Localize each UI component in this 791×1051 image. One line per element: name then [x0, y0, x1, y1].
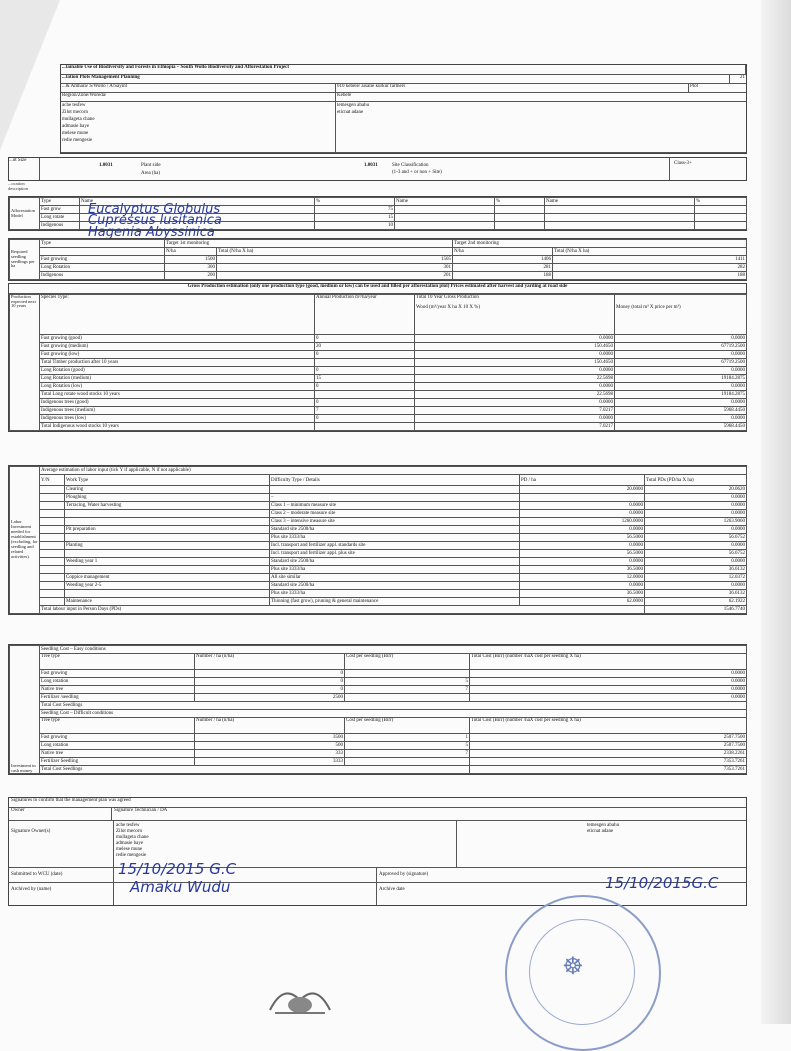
type-label: Type	[40, 240, 165, 248]
cost-head: Total Cost (Birr) (number /haX cost per seedling X ha)	[470, 718, 747, 734]
easy-type: Long rotation	[40, 678, 195, 686]
prod-money: 5968.4450	[615, 423, 747, 431]
labor-work: Pit preparation	[65, 526, 270, 534]
diff-type: Long rotation	[40, 742, 195, 750]
cost-head: Tree type	[40, 718, 195, 734]
labor-work: Weeding year 2-5	[65, 582, 270, 590]
site-value: 1.0031	[364, 163, 378, 168]
diff-n: 333	[195, 750, 345, 758]
labor-tot: 0.0000	[645, 526, 747, 534]
labor-side-label: Labor Investment needed for establishment (excluding, for seedling and related activities)	[10, 467, 40, 614]
easy-type: Native tree	[40, 686, 195, 694]
total-nha-label: Total (N/ha X ha)	[217, 248, 453, 256]
annual-prod-label: Annual Production m³/ha/year	[315, 295, 415, 335]
prod-row-label: Fast growing (good)	[40, 335, 315, 343]
prod-row-label: Total Timber production after 10 years	[40, 359, 315, 367]
prod-ap: 0	[315, 351, 415, 359]
labor-det: Class 2 – moderate measure site	[270, 510, 520, 518]
aff-model-label: Afforestation Model	[10, 198, 40, 230]
aff-pct: 10	[315, 222, 395, 230]
aff-pct: 15	[315, 214, 395, 222]
labor-tot: 36.6132	[645, 566, 747, 574]
owner-name: melese mune	[116, 847, 143, 852]
labor-work: Coppice management	[65, 574, 270, 582]
labor-tot: 0.0000	[645, 510, 747, 518]
owner-name: ache tesfew	[116, 823, 140, 828]
col-header: Name	[395, 198, 495, 206]
prod-wood: 0.0000	[415, 383, 615, 391]
owner-name: ache tesfew	[62, 103, 86, 108]
investment-label: Investment in cash money	[10, 646, 40, 774]
prod-money: 0.0000	[615, 351, 747, 359]
labor-det: Class 3 – intensive measure site	[270, 518, 520, 526]
total-nha-label: Total (N/ha X ha)	[553, 248, 747, 256]
prod-row-label: Total Indigenous wood stocks 10 years	[40, 423, 315, 431]
diff-tot: 2338.2261	[470, 750, 747, 758]
col-header: %	[315, 198, 395, 206]
aff-type: Fast grow	[40, 206, 80, 214]
plot-size-label: ...ot Size	[9, 158, 40, 180]
labor-det: Thinning (fast grow), pruning & general maintenance	[270, 598, 520, 606]
seed-n1: 1500	[165, 256, 217, 264]
diff-c: 7	[345, 750, 470, 758]
prod-money: 0.0000	[615, 367, 747, 375]
labor-pd: 62.0000	[520, 598, 645, 606]
prod-money: 0.0000	[615, 415, 747, 423]
diff-n: 3500	[195, 734, 345, 742]
labor-work: Ploughing	[65, 494, 270, 502]
labor-work: Maintenance	[65, 598, 270, 606]
site-class-label: Site Classification	[392, 163, 429, 168]
labor-pd	[520, 494, 645, 502]
diff-c: 1	[345, 734, 470, 742]
labor-tot: 0.0000	[645, 558, 747, 566]
owner-name: redie mengesie	[116, 853, 147, 858]
seed-type: Fast growing	[40, 256, 165, 264]
aff-type: Long rotate	[40, 214, 80, 222]
labor-work	[65, 510, 270, 518]
cost-head: Number / ha (n/ha)	[195, 718, 345, 734]
diff-tot: 2507.7500	[470, 734, 747, 742]
labor-total-label: Total labour input in Person Days (PDs)	[40, 606, 645, 614]
prod-row-label: Long Rotation (low)	[40, 383, 315, 391]
labor-det: Standard site 2500/ha	[270, 526, 520, 534]
labor-tot: 62.1922	[645, 598, 747, 606]
prod-money: 67719.2500	[615, 359, 747, 367]
diff-n: 3333	[195, 758, 345, 766]
col-header: Type	[40, 198, 80, 206]
sig-note: Signatures to confirm that the management plan was agreed	[9, 798, 746, 808]
owner-name: Zilot mecorn	[62, 110, 88, 115]
labor-work: Terracing, Water harvesting	[65, 502, 270, 510]
aff-pct: 75	[315, 206, 395, 214]
total10-label: Total 10 Year Gross Production	[416, 295, 479, 300]
class-label: Class-3+	[674, 161, 692, 166]
money-sub: (total m³ X price per m³)	[631, 305, 681, 310]
labor-head: Y/N	[40, 475, 65, 486]
labor-det: Plus site 3333/ha	[270, 534, 520, 542]
labor-pd: 0.0000	[520, 502, 645, 510]
labor-head: Work Type	[65, 475, 270, 486]
plot-label: Plot	[690, 84, 699, 89]
money-label: Money	[616, 305, 631, 310]
owner-name: mullageta chane	[116, 835, 149, 840]
handwritten-date-1: 15/10/2015 G.C	[118, 860, 237, 878]
labor-pd: 0.0000	[520, 542, 645, 550]
labor-det: All site similar	[270, 574, 520, 582]
seed-t1: 301	[217, 264, 453, 272]
header-block	[60, 64, 747, 154]
labor-head: Difficulty Type / Details	[270, 475, 520, 486]
prod-row-label: Fast growing (medium)	[40, 343, 315, 351]
easy-c	[345, 694, 470, 702]
col-header: Name	[545, 198, 695, 206]
labor-work	[65, 566, 270, 574]
seed-n2: 281	[453, 264, 553, 272]
labor-pd: 0.0000	[520, 510, 645, 518]
prod-money: 19184.2875	[615, 391, 747, 399]
labor-pd: 1260.0000	[520, 518, 645, 526]
easy-type: Fast growing	[40, 670, 195, 678]
seed-n1: 200	[165, 272, 217, 280]
prod-ap	[315, 359, 415, 367]
plant-site-label: Plant side	[141, 163, 161, 168]
prod-wood: 22.5698	[415, 375, 615, 383]
seed-t2: 1411	[553, 256, 747, 264]
labor-work: Planting	[65, 542, 270, 550]
seed-n2: 188	[453, 272, 553, 280]
owner-name: admasie baye	[116, 841, 144, 846]
seed-easy-title: Seedling Cost – Easy conditions	[40, 646, 747, 654]
kebele-label: Kebele	[337, 93, 352, 98]
labor-work	[65, 550, 270, 558]
easy-n: 0	[195, 686, 345, 694]
prod-row-label: Total Long rotate wood stocks 10 years	[40, 391, 315, 399]
easy-n: 0	[195, 678, 345, 686]
labor-det: Plus site 3333/ha	[270, 566, 520, 574]
seed-t2: 188	[553, 272, 747, 280]
diff-tot: 7353.7261	[470, 758, 747, 766]
seed-n1: 300	[165, 264, 217, 272]
prod-wood: 7.0217	[415, 407, 615, 415]
labor-det: Incl. transport and fertilizer appl. plus site	[270, 550, 520, 558]
sig-owners-right	[457, 821, 621, 867]
submitted-label: Submitted to WCU (date)	[9, 868, 114, 882]
easy-total-label: Total Cost Seedlings	[40, 702, 747, 710]
diff-c	[345, 758, 470, 766]
labor-work: Weeding year 1	[65, 558, 270, 566]
prod-wood: 0.0000	[415, 351, 615, 359]
easy-tot: 0.0000	[470, 670, 747, 678]
labor-work	[65, 534, 270, 542]
labor-note: Average estimation of labor input (tick Y if applicable, N if not applicable)	[40, 467, 747, 475]
labor-pd: 12.0000	[520, 574, 645, 582]
gross-note: Gross Production estimation (only one production type (good, medium or low) can be used and filled per afforestation plot) Prices estimated after harvest and yarding at road side	[9, 284, 746, 294]
seed-type: Indigenous	[40, 272, 165, 280]
sig-tech-label: Signature Technician / DA	[114, 808, 168, 813]
stamp-emblem-icon: ☸	[562, 954, 584, 980]
handwritten-date-2: 15/10/2015G.C	[605, 874, 719, 892]
seed-t1: 201	[217, 272, 453, 280]
labor-tot: 0.0000	[645, 542, 747, 550]
prod-row-label: Long Rotation (good)	[40, 367, 315, 375]
prod-ap	[315, 391, 415, 399]
prod-label: Production expected next 10 years	[10, 295, 40, 431]
diff-total-label: Total Cost Seedlings	[40, 766, 470, 774]
diff-total: 7353.7261	[470, 766, 747, 774]
region-line-2: Region/Zone/Woreda/	[61, 93, 336, 101]
prod-ap	[315, 423, 415, 431]
diff-type: Fast growing	[40, 734, 195, 742]
labor-total: 1546.7740	[645, 606, 747, 614]
handwritten-species-1: Eucalyptus Globulus	[88, 202, 221, 217]
easy-type: Fertilizer /seedling	[40, 694, 195, 702]
plant-site-value: 1.0031	[99, 163, 113, 168]
site-class-sub: (1-3 and + or non + Site)	[392, 170, 442, 175]
prod-money: 5968.4450	[615, 407, 747, 415]
prod-row-label: Indigenous trees (good)	[40, 399, 315, 407]
labor-tot: 0.0000	[645, 582, 747, 590]
prod-ap: 7	[315, 407, 415, 415]
nha-label: N/ha	[165, 248, 217, 256]
prod-wood: 150.4650	[415, 359, 615, 367]
prod-ap: 0	[315, 367, 415, 375]
labor-pd: 20.0000	[520, 486, 645, 494]
seed-diff-title: Seedling Cost – Difficult conditions	[40, 710, 747, 718]
wood-sub: (m³/year X ha X 10 X %)	[429, 305, 481, 310]
prod-money: 0.0000	[615, 335, 747, 343]
col-header: %	[495, 198, 545, 206]
easy-tot: 0.0000	[470, 678, 747, 686]
archive-date-label: Archive date	[379, 887, 405, 892]
prod-row-label: Indigenous trees (low)	[40, 415, 315, 423]
prod-ap: 0	[315, 335, 415, 343]
owner-name: redie mengesie	[62, 138, 93, 143]
handwritten-name: Amaku Wudu	[130, 878, 231, 896]
owners-right	[336, 102, 738, 152]
location-description-label: ...ocation description	[8, 181, 28, 191]
prod-money: 0.0000	[615, 399, 747, 407]
prod-money: 19184.2875	[615, 375, 747, 383]
archived-label: Archived by (name)	[9, 883, 114, 905]
labor-tot: 12.0372	[645, 574, 747, 582]
labor-pd: 36.5000	[520, 590, 645, 598]
prod-wood: 7.0217	[415, 423, 615, 431]
labor-tot: 0.0000	[645, 494, 747, 502]
easy-n: 2500	[195, 694, 345, 702]
owner-name: admasie baye	[62, 124, 90, 129]
labor-tot: 1263.9060	[645, 518, 747, 526]
easy-c: 7	[345, 686, 470, 694]
labor-det: Incl. transport and fertilizer appl. standards site	[270, 542, 520, 550]
prod-row-label: Long Rotation (medium)	[40, 375, 315, 383]
area-label: Area (ha)	[141, 171, 161, 176]
prod-ap: 0	[315, 399, 415, 407]
required-seedlings-section	[8, 238, 747, 281]
emblem-logo-icon	[265, 985, 335, 1015]
plan-title: ...tation Plots Management Planning	[61, 75, 730, 83]
labor-head: PD / ha	[520, 475, 645, 486]
seed-t2: 282	[553, 264, 747, 272]
page-edge-shadow	[761, 0, 791, 1024]
req-label: Required seedling seedlings per ha	[10, 240, 40, 280]
diff-type: Fertilizer Seedling	[40, 758, 195, 766]
labor-work	[65, 590, 270, 598]
cost-head: Number / ha (n/ha)	[195, 654, 345, 670]
prod-wood: 0.0000	[415, 415, 615, 423]
wood-label: Wood	[416, 305, 428, 310]
labor-pd: 56.5000	[520, 534, 645, 542]
seedlings-table	[9, 239, 747, 280]
seed-type: Long Rotation	[40, 264, 165, 272]
labor-work: Clearing	[65, 486, 270, 494]
labor-pd: 36.5000	[520, 566, 645, 574]
labor-tot: 56.6752	[645, 534, 747, 542]
prod-row-label: Fast growing (low)	[40, 351, 315, 359]
official-stamp	[505, 895, 661, 1051]
plot-number: 21	[740, 75, 745, 80]
labor-head: Total PDs (PD/ha X ha)	[645, 475, 747, 486]
prod-wood: 22.5698	[415, 391, 615, 399]
prod-money: 0.0000	[615, 383, 747, 391]
sig-owners-label: Signature Owner(s)	[9, 821, 114, 867]
labor-table	[9, 466, 747, 614]
labor-pd: 0.0000	[520, 526, 645, 534]
handwritten-species-3: Hagenia Abyssinica	[88, 225, 215, 240]
labor-det: –	[270, 494, 520, 502]
aff-type: Indigenous	[40, 222, 80, 230]
folded-corner	[0, 0, 60, 150]
easy-tot: 0.0000	[470, 686, 747, 694]
cost-head: Cost per seedling (Birr)	[345, 718, 470, 734]
owner-name: eticnat adane	[337, 110, 364, 115]
labor-pd: 0.0000	[520, 582, 645, 590]
owner-name: temesgen abahu	[587, 823, 620, 828]
labor-det: Plus site 3333/ha	[270, 590, 520, 598]
diff-n: 500	[195, 742, 345, 750]
prod-wood: 150.4650	[415, 343, 615, 351]
labor-tot: 56.6752	[645, 550, 747, 558]
prod-wood: 0.0000	[415, 335, 615, 343]
owner-name: melese mune	[62, 131, 89, 136]
labor-work	[65, 518, 270, 526]
seedling-cost-table	[9, 645, 747, 774]
easy-tot: 0.0000	[470, 694, 747, 702]
labor-pd: 56.5000	[520, 550, 645, 558]
project-title: ...tainable Use of Biodiversity and Forests in Ethiopia – South Wollo Biodiversity and Afforestation Project	[61, 65, 746, 74]
production-section	[8, 283, 747, 432]
easy-n: 0	[195, 670, 345, 678]
cost-head: Tree type	[40, 654, 195, 670]
owner-name: Zilot mecorn	[116, 829, 142, 834]
labor-tot: 36.6132	[645, 590, 747, 598]
prod-ap: 0	[315, 415, 415, 423]
nha-label: N/ha	[453, 248, 553, 256]
diff-c: 5	[345, 742, 470, 750]
site-section	[8, 157, 747, 181]
labor-det	[270, 486, 520, 494]
target-1: Target 1st monitoring	[165, 240, 453, 248]
labor-tot: 0.0000	[645, 502, 747, 510]
owner-name: temesgen abahu	[337, 103, 370, 108]
target-2: Target 2nd monitoring	[453, 240, 747, 248]
handwritten-species-2: Cupressus lusitanica	[88, 213, 222, 228]
owner-name: eticnat adane	[587, 829, 614, 834]
labor-det: Class 1 – minimum measure site	[270, 502, 520, 510]
col-header: %	[695, 198, 747, 206]
seed-n2: 1406	[453, 256, 553, 264]
production-table	[9, 294, 747, 431]
approved-label: Approved by (signature)	[379, 872, 429, 877]
prod-row-label: Indigenous trees (medium)	[40, 407, 315, 415]
owner-name: mullageta chane	[62, 117, 95, 122]
labor-pd: 0.0000	[520, 558, 645, 566]
region-line-1: ...& Amhara/ S/Wollo / A/Sayint	[61, 84, 336, 92]
labor-section	[8, 465, 747, 615]
prod-money: 67719.2500	[615, 343, 747, 351]
easy-c: 5	[345, 678, 470, 686]
cost-head: Cost per seedling (Birr)	[345, 654, 470, 670]
prod-wood: 0.0000	[415, 367, 615, 375]
seedling-cost-section	[8, 644, 747, 775]
col-header: Name	[80, 198, 315, 206]
labor-tot: 20.0620	[645, 486, 747, 494]
owners-left	[61, 102, 336, 152]
prod-ap: 20	[315, 343, 415, 351]
owner-label: Owner	[9, 808, 112, 820]
labor-det: Standard site 2500/ha	[270, 558, 520, 566]
diff-type: Native tree	[40, 750, 195, 758]
kebele-value: 010 kebele/ aisalie kurkur farmers	[336, 84, 689, 92]
species-type-label: Species Type:	[40, 295, 315, 335]
easy-c	[345, 670, 470, 678]
prod-wood: 0.0000	[415, 399, 615, 407]
cost-head: Total Cost (Birr) (number /haX cost per seedling X ha)	[470, 654, 747, 670]
diff-tot: 2507.7500	[470, 742, 747, 750]
prod-ap: 15	[315, 375, 415, 383]
prod-ap: 0	[315, 383, 415, 391]
labor-det: Standard site 2500/ha	[270, 582, 520, 590]
seed-t1: 1505	[217, 256, 453, 264]
